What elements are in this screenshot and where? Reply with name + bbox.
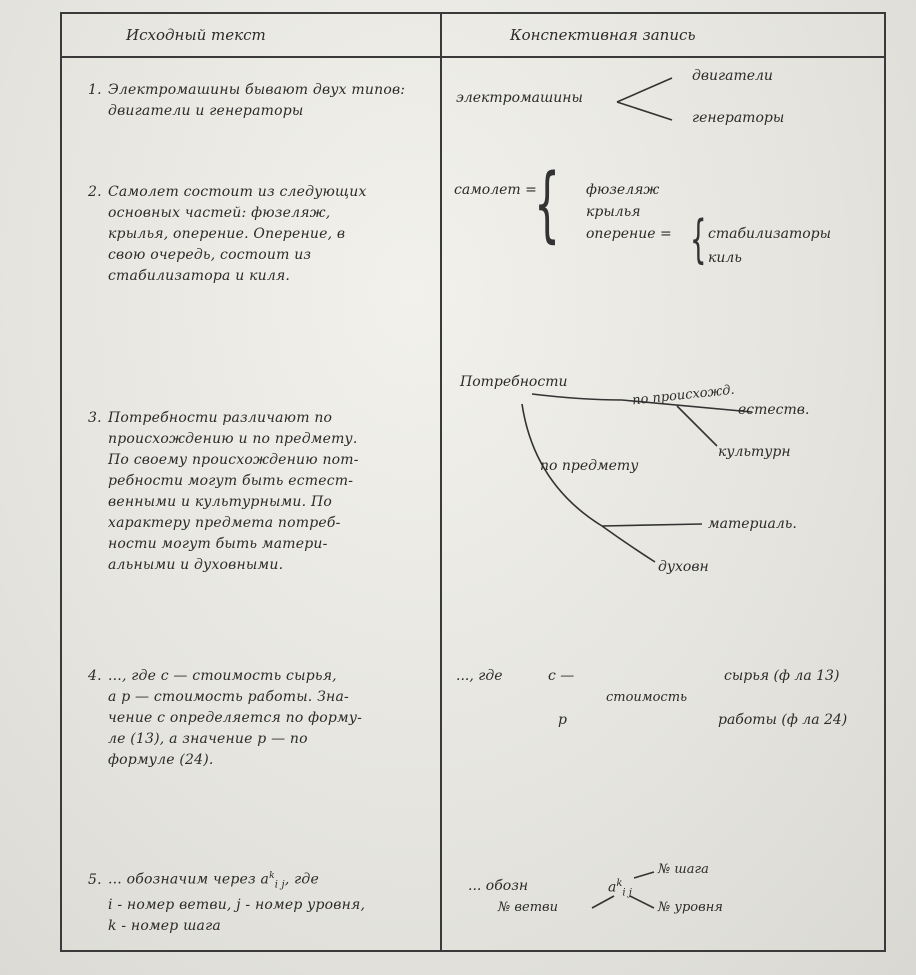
notes-table — [60, 12, 886, 952]
row-2-item-3: оперение = — [586, 226, 672, 242]
row-5-line-level — [630, 896, 654, 908]
row-3-branch2-label: по предмету — [540, 458, 639, 474]
row-2-item-2: крылья — [586, 204, 641, 220]
row-5-note-step: № шага — [658, 862, 709, 877]
row-3-leaf-line-mat — [602, 524, 702, 526]
row-2-note-root: самолет = — [454, 182, 537, 198]
row-1-branch-line-top — [617, 78, 672, 102]
row-5-note-symbol: $a^k_{i j}$ — [608, 878, 632, 899]
row-2-item-1: фюзеляж — [586, 182, 660, 198]
row-4-source: 4. ..., где с — стоимость сырья, а р — стоимость работы. Зна- чение с определяется по форму- ле (13), а значение р — по формуле (24). — [88, 668, 363, 768]
row-4-note-p: р — [558, 712, 567, 728]
row-2-sub-brace: { — [690, 210, 707, 270]
row-3-leaf-estestv: естеств. — [738, 402, 810, 418]
row-2-sub-item-2: киль — [708, 250, 742, 266]
row-4-note-c-value: сырья (ф ла 13) — [724, 668, 840, 684]
row-1-note-root: электромашины — [456, 90, 583, 106]
row-5-note-level: № уровня — [658, 900, 723, 915]
row-5-note-branch: № ветви — [498, 900, 558, 915]
row-5-note-prefix: ... обозн — [468, 878, 529, 894]
row-1-note-branch-1: двигатели — [692, 68, 773, 84]
row-3-leaf-material: материаль. — [708, 516, 797, 532]
row-4-note-c: с — — [548, 668, 575, 684]
header-notes: Конспективная запись — [510, 26, 696, 44]
row-4-note-cost: стоимость — [606, 690, 688, 705]
row-1-source: 1. Электромашины бывают двух типов: двигатели и генераторы — [88, 82, 406, 119]
row-3-source: 3. Потребности различают по происхождению и по предмету. По своему происхождению пот- ребности могут быть естест- венными и культурными. По характеру предмета потреб- ности могут быть матери- альными и духовными. — [88, 410, 359, 573]
note-connector-lines — [62, 14, 888, 954]
row-1-note-branch-2: генераторы — [692, 110, 785, 126]
row-2-brace: { — [534, 157, 561, 252]
row-2-source: 2. Самолет состоит из следующих основных частей: фюзеляж, крылья, оперение. Оперение, в свою очередь, состоит из стабилизатора и киля. — [88, 184, 367, 284]
row-3-leaf-line-dukh — [602, 526, 655, 562]
row-3-leaf-kultur: культурн — [718, 444, 791, 460]
row-3-leaf-dukhovn: духовн — [658, 559, 709, 575]
row-4-note-prefix: ..., где — [456, 668, 503, 684]
row-5-source: 5. ... обозначим через $a^k_{i j}$, где i - номер ветви, j - номер уровня, k - номер шага — [88, 871, 366, 935]
row-3-branch1-label: по происхожд. — [631, 382, 736, 409]
row-1-branch-line-bottom — [617, 102, 672, 120]
row-5-line-step — [634, 872, 654, 878]
row-2-sub-item-1: стабилизаторы — [708, 226, 832, 242]
row-3-leaf-line-kult — [677, 406, 717, 446]
row-3-note-root: Потребности — [460, 374, 568, 390]
row-4-note-p-value: работы (ф ла 24) — [718, 712, 848, 728]
header-source-text: Исходный текст — [126, 26, 266, 44]
